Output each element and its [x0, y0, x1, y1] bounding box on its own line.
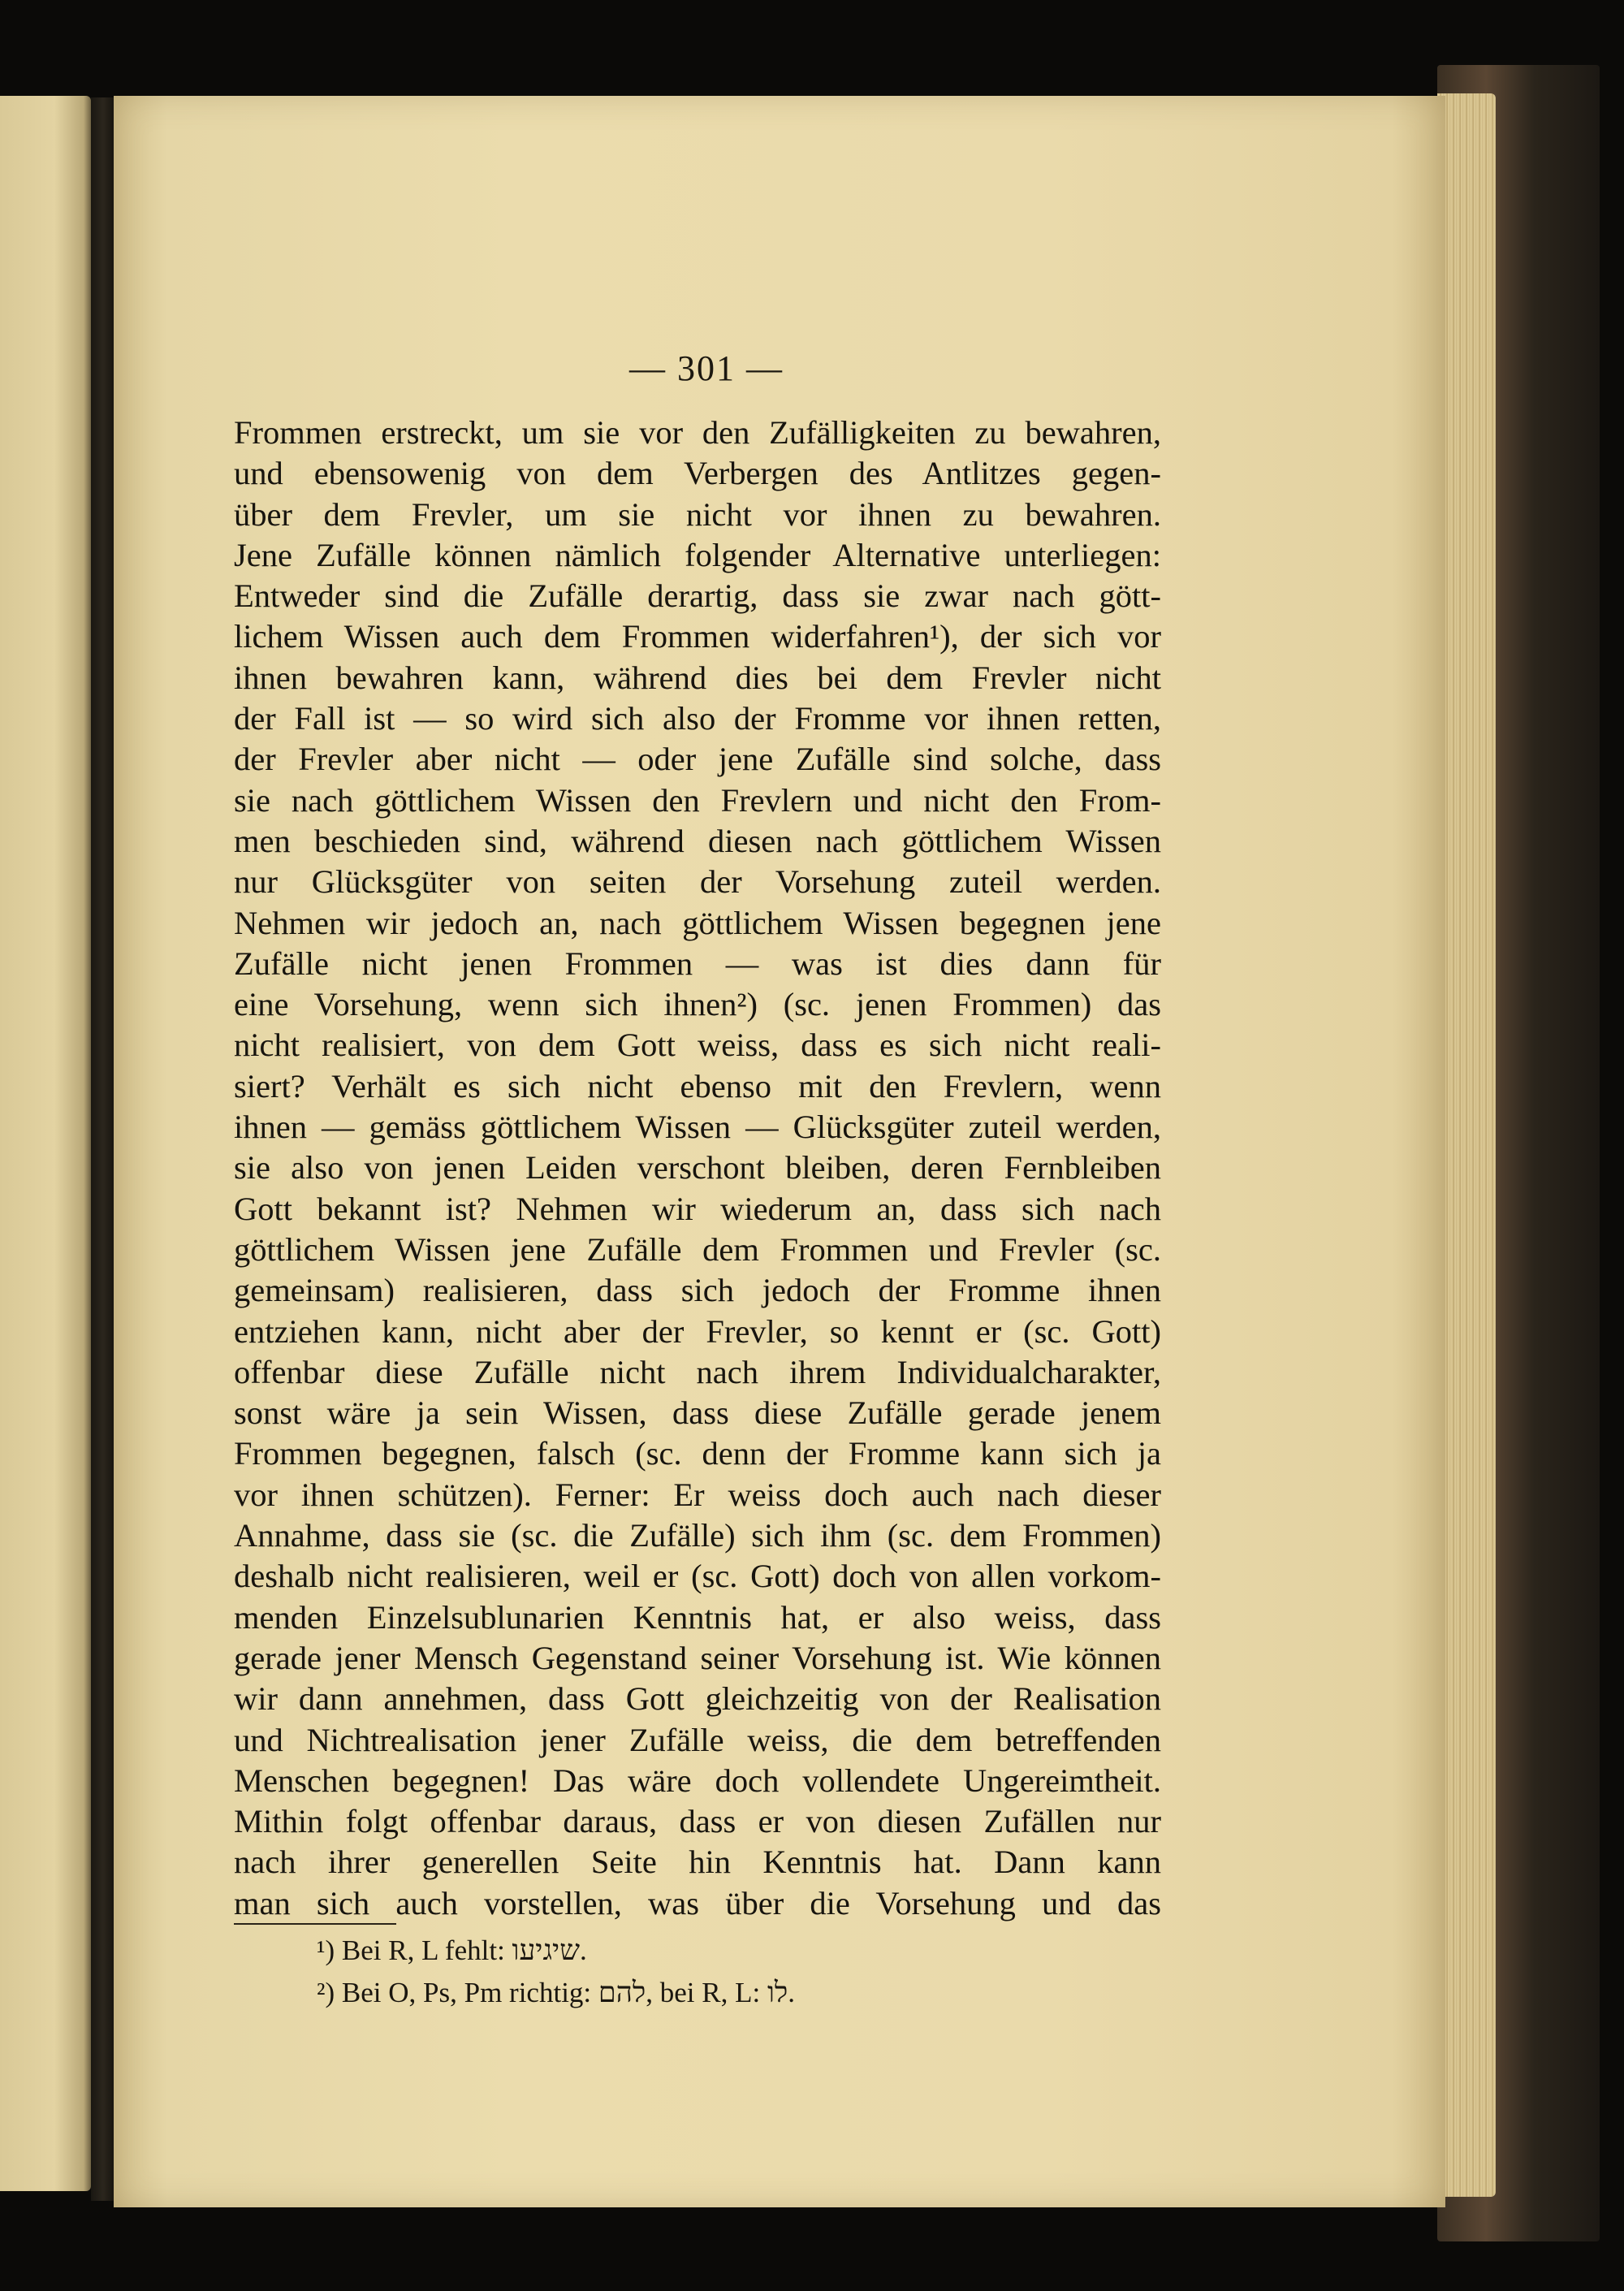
page-number: — 301 —	[629, 348, 784, 388]
text-line: ihnen bewahren kann, während dies bei dem Frevler nicht	[234, 659, 1161, 696]
text-line: Zufälle nicht jenen Frommen — was ist dies dann für	[234, 944, 1161, 982]
text-line: göttlichem Wissen jene Zufälle dem Frommen und Frevler (sc.	[234, 1230, 1161, 1268]
text-line: ihnen — gemäss göttlichem Wissen — Glücksgüter zuteil werden,	[234, 1109, 1161, 1146]
text-line: gerade jener Mensch Gegenstand seiner Vorsehung ist. Wie können	[234, 1639, 1161, 1676]
text-line: Gott bekannt ist? Nehmen wir wiederum an, dass sich nach	[234, 1190, 1161, 1227]
footnote: ²) Bei O, Ps, Pm richtig: להם, bei R, L: לו.	[317, 1977, 796, 2008]
page-block-edges	[1437, 93, 1496, 2197]
text-line: eine Vorsehung, wenn sich ihnen²) (sc. jenen Frommen) das	[234, 986, 1161, 1023]
text-line: Nehmen wir jedoch an, nach göttlichem Wissen begegnen jene	[234, 904, 1161, 941]
text-line: Mithin folgt offenbar daraus, dass er von diesen Zufällen nur	[234, 1803, 1161, 1840]
text-line: nach ihrer generellen Seite hin Kenntnis hat. Dann kann	[234, 1844, 1161, 1881]
text-line: sie also von jenen Leiden verschont bleiben, deren Fernbleiben	[234, 1149, 1161, 1187]
footnotes	[317, 1930, 795, 2014]
body-text	[234, 413, 1161, 1924]
footnote: ¹) Bei R, L fehlt: שיגיעו.	[317, 1934, 587, 1966]
text-line: Annahme, dass sie (sc. die Zufälle) sich ihm (sc. dem Frommen)	[234, 1517, 1161, 1554]
text-line: offenbar diese Zufälle nicht nach ihrem Individualcharakter,	[234, 1353, 1161, 1390]
text-line: deshalb nicht realisieren, weil er (sc. Gott) doch von allen vorkom-	[234, 1558, 1161, 1595]
text-line: entziehen kann, nicht aber der Frevler, so kennt er (sc. Gott)	[234, 1312, 1161, 1350]
text-line: der Frevler aber nicht — oder jene Zufälle sind solche, dass	[234, 741, 1161, 778]
text-line: Jene Zufälle können nämlich folgender Alternative unterliegen:	[234, 536, 1161, 573]
left-facing-page	[0, 96, 91, 2191]
text-line: Frommen erstreckt, um sie vor den Zufälligkeiten zu bewahren,	[234, 414, 1161, 451]
text-line: der Fall ist — so wird sich also der Fromme vor ihnen retten,	[234, 700, 1161, 737]
text-line: nicht realisiert, von dem Gott weiss, dass es sich nicht reali-	[234, 1027, 1161, 1064]
text-line: siert? Verhält es sich nicht ebenso mit den Frevlern, wenn	[234, 1067, 1161, 1104]
text-line: sie nach göttlichem Wissen den Frevlern und nicht den From-	[234, 781, 1161, 819]
text-line: menden Einzelsublunarien Kenntnis hat, er also weiss, dass	[234, 1598, 1161, 1636]
text-line: Entweder sind die Zufälle derartig, dass sie zwar nach gött-	[234, 577, 1161, 615]
text-line: vor ihnen schützen). Ferner: Er weiss doch auch nach dieser	[234, 1476, 1161, 1513]
footnote-divider	[234, 1923, 396, 1925]
text-line: nur Glücksgüter von seiten der Vorsehung zuteil werden.	[234, 863, 1161, 901]
text-line: lichem Wissen auch dem Frommen widerfahren¹), der sich vor	[234, 618, 1161, 655]
text-line: man sich auch vorstellen, was über die Vorsehung und das	[234, 1884, 1161, 1921]
text-line: und Nichtrealisation jener Zufälle weiss, die dem betreffenden	[234, 1721, 1161, 1758]
text-line: über dem Frevler, um sie nicht vor ihnen zu bewahren.	[234, 495, 1161, 533]
text-line: wir dann annehmen, dass Gott gleichzeitig von der Realisation	[234, 1680, 1161, 1718]
text-line: Menschen begegnen! Das wäre doch vollendete Ungereimtheit.	[234, 1761, 1161, 1799]
text-line: Frommen begegnen, falsch (sc. denn der Fromme kann sich ja	[234, 1435, 1161, 1472]
book-gutter	[91, 97, 115, 2201]
text-line: sonst wäre ja sein Wissen, dass diese Zufälle gerade jenem	[234, 1394, 1161, 1432]
text-line: und ebensowenig von dem Verbergen des Antlitzes gegen-	[234, 455, 1161, 492]
text-line: men beschieden sind, während diesen nach göttlichem Wissen	[234, 822, 1161, 859]
text-line: gemeinsam) realisieren, dass sich jedoch der Fromme ihnen	[234, 1272, 1161, 1309]
